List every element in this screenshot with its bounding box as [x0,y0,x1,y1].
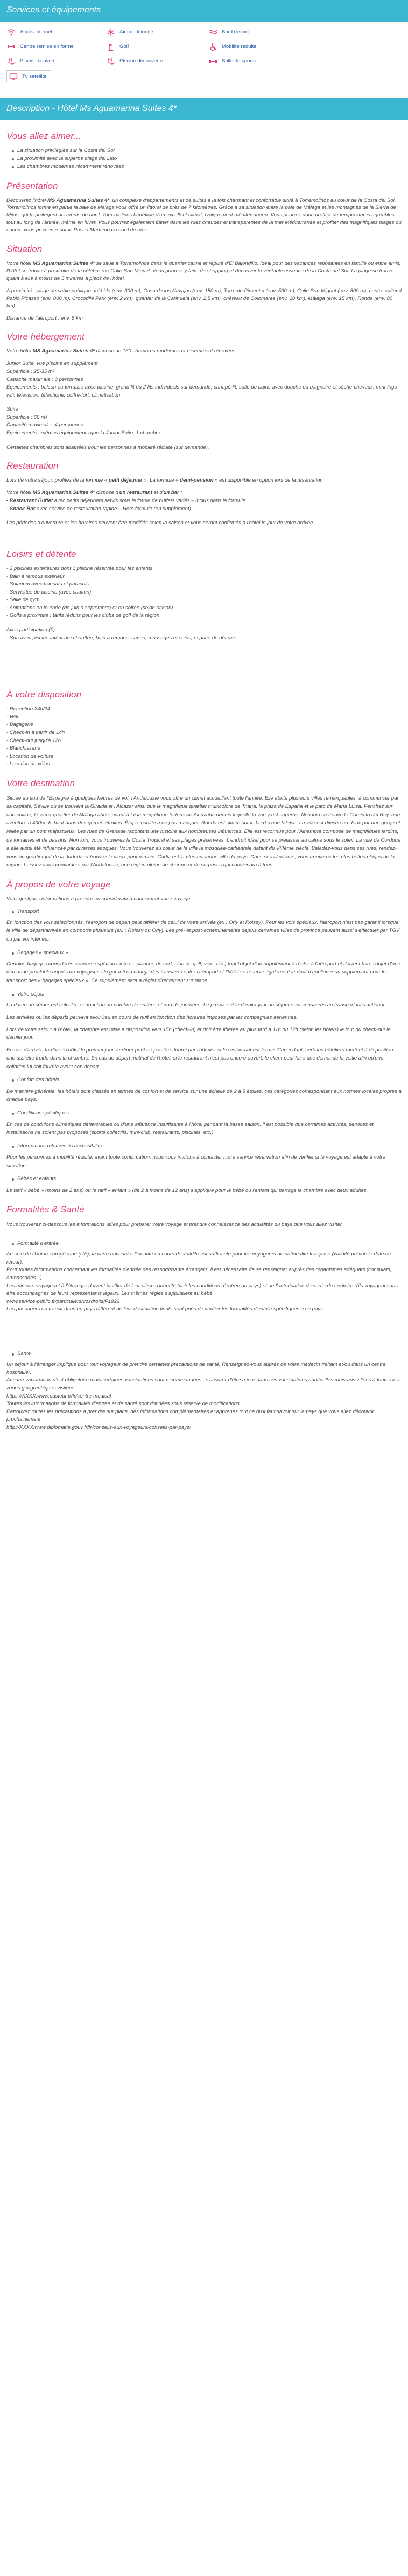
section-title-loisirs: Loisirs et détente [6,549,76,560]
service-item-boxed [6,70,51,82]
formalite-entree-label: Formalité d'entrée [17,1240,402,1247]
service-label: Piscine couverte [20,58,58,64]
service-item [208,56,305,66]
loisirs-paid: Avec participation (€) : - Spa avec piscine intérieure chauffée, bain à remous, sauna, massages et soins, espace de détente [6,627,237,641]
description-title: Description - Hôtel Ms Aguamarina Suites 4* [6,104,177,113]
service-label: Salle de sports [222,58,256,64]
snowflake-icon [106,27,116,37]
bagages-label: Bagages « spéciaux » [17,949,402,957]
section-title-restauration: Restauration [6,461,59,471]
dumbbell-icon [6,42,16,52]
list-item: La proximité avec la superbe plage del Lido [17,155,402,163]
sejour-label: Votre séjour [17,991,402,998]
service-label: Bord de mer [222,29,250,35]
section-title-presentation: Présentation [6,180,58,191]
section-title-situation: Situation [6,244,43,255]
destination-paragraph: Située au sud de l'Espagne à quelques heures de vol, l'Andalousie vous offre un climat accueillant toute l'année. Elle abrite plusieurs villes remarquables, à commencer par sa capitale, Séville où se trouvent la Giralda et l'Alcazar ainsi que le magnifique quartier multicolore de Triana, la plaza de España et le parc de María Luisa. Penchez sur une colline, le vieux quartier de Málaga abrite quant à lui la magnifique forteresse Alcazaba depuis laquelle la vue y est superbe. Non loin se trouve le Caminito del Rey, une aventure à 400m de haut dans des gorges étroites. Étape insolite à ne pas manquer, Ronda est située sur le bord d'une falaise. La ville est divisée en deux par une gorge et reliée par un pont majestueux. Les rues de Grenade racontent une histoire aux nombreuses influences. Elle est reconnue pour l'Alhambra composé de magnifiques jardins, de fontaines et de bassins. Non loin, vous trouverez la Costa Tropical et ses plages préservées. L'endroit idéal pour se prélasser au calme sous le soleil. La ville de Cordoue a elle aussi été influencée par diverses époques. Vous trouverez au cœur de la ville la mosquée-cathédrale datant du VIIIème siècle. Baladez-vous dans ses rues, rendez-vous au quartier juif de la Judería et trouvez le vieux pont romain. Cadiz est la plus ancienne ville du pays. Dans ses alentours, vous trouverez les plus belles plages de la région. Laissez-vous convaincre par l'Andalousie, une région pleine de charme et de surprises qui conviendra à tous. [6,795,401,869]
restauration-list: Votre hôtel MS Aguamarina Suites 4* dispose d'un restaurant et d'un bar : - Restaurant Buffet avec petits déjeuners servis sous la forme de buffets variés – inclus dans la formule - Snack-Bar avec service de restauration rapide – Hors formule (en supplément) [6,490,245,512]
list-item: La situation privilégiée sur la Costa del Sol [17,147,402,155]
services-title: Services et équipements [6,5,101,15]
service-label: Golf [119,44,129,50]
formalites-intro: Vous trouverez ci-dessous les informations utiles pour préparer votre voyage et prendre connaissance des actualités du pays que vous allez visiter. [6,1222,343,1228]
service-label: Centre remise en forme [20,44,74,50]
formalites-lines: Au sein de l'Union européenne (UE), la carte nationale d'identité en cours de validité est suffisante pour les voyageurs de nationalité française (validité prévue le date de retour). Pour toutes informations concernant les formalités d'entrée des ressortissants étrangers, il est nécessaire de se renseigner auprès des organismes adéquats (consulats, ambassades...). Les mineurs voyageant à l'étranger doivent justifier de leur pièce d'identité (voir les conditions d'entrée du pays) et de l'autorisation de sortie du territoire s'ils voyagent sans être accompagnés de leurs représentants légaux. Les mêmes règles s'appliquent au bébé. www.service-public.fr/particuliers/vosdroits/F1922 Les passagers en transit dans un pays différent de leur destination finale sont priés de vérifier les formalités d'entrée spécifiques à ce pays. [6,1251,398,1312]
sante-lines: Un séjour à l'étranger implique pour tout voyageur de prendre certaines précautions de santé. Renseignez-vous auprès de votre médecin traitant et/ou dans un centre hospitalier. Aucune vaccination n'est obligatoire mais certaines vaccinations sont recommandées ; s'assurer d'être à jour dans ses vaccinations habituelles mais aussi liées à toutes les zones géographiques visitées. https://XXXX.www.pasteur.fr/fr/centre-medical Toutes les informations de formalités d'entrée et de santé sont données sous réserve de modifications. Retrouvez toutes les précautions à prendre sur place, des informations complémentaires et apprenez tout ce qu'il faut savoir sur le pays que vous allez découvrir prochainement. http://XXXX.www.diplomatie.gouv.fr/fr/conseils-aux-voyageurs/conseils-par-pays/ [6,1361,399,1430]
hebergement-note: Certaines chambres sont adaptées pour les personnes à mobilité réduite (sur demande). [6,444,209,450]
dumbbell-icon [208,57,218,66]
service-label: Air conditionné [119,29,153,35]
wheelchair-icon [208,42,218,52]
section-title-formalites: Formalités & Santé [6,1204,85,1215]
confort-label: Confort des hôtels [17,1076,402,1084]
section-title-propos: À propos de votre voyage [6,879,111,890]
conditions-label: Conditions spécifiques [17,1110,402,1117]
service-item [6,56,106,66]
service-item [208,41,305,52]
section-title-disposition: À votre disposition [6,689,81,700]
tv-icon [9,72,18,81]
wifi-icon [6,27,16,37]
pool-icon [106,57,116,66]
description-body: Vous allez aimer... La situation privilégiée sur la Costa del Sol La proximité avec la superbe plage del Lido Les chambres modernes récemment rénovées Présentation Découvrez l'hôtel MS Aguamarina Suites 4*, un complexe d'appartements et de suites à la fois charmant et confortable situé à Torremolinos au cœur de la Costa del Sol. Torremolinos forme en partie la baie de Málaga vous offre un littoral de près de 7 kilomètres. Grâce à sa situation entre la baie de Málaga et les montagnes de la Sierra de Mijas, qui la protègent des vents du nord, Torremolinos bénéficie d'un excellent climat, typiquement méditerranéen. Vous pourrez donc profiter de températures agréables tout au long de l'année, même en hiver. Vous pourrez également flâner dans les rues chaudes et transparentes de la mer Méditerranée et profiter des magnifiques plages ou encore vous promener sur le Paseo Marítimo en bord de mer. Situation Votre hôtel MS Aguamarina Suites 4* se situe à Torremolinos dans le quartier calme et réputé d'El Bajondillo. Idéal pour des vacances reposantes en famille ou entre amis, l'hôtel se trouve à proximité de la célèbre rue Calle San Miguel. Vous pourrez y faire du shopping et découvrir la véritable essence de la Costa del Sol. La plage se trouve quant à elle à moins de 5 minutes à pieds de l'hôtel. A proximité : plage de sable publique del Lido (env. 300 m), Casa de los Navajas (env. 150 m), Torre de Pimentel (env. 500 m), Calle San Miguel (env. 800 m), centre culturel Pablo Picasso (env. 800 m), Crocodile Park (env. 2 km), quartier de la Carihuela (env. 2,5 km), château de Colomares (env. 10 km), Málaga (env. 15 km), Ronda (env. 80 km) Distance de l'aéroport : env. 8 km Votre hébergement Votre hôtel MS Aguamarina Suites 4* dispose de 130 chambres modernes et récemment rénovées. Junior Suite, vue piscine en supplément Superficie : 25-35 m² Capacité maximale : 3 personnes Équipements : balcon ou terrasse avec piscine, grand lit ou 2 lits individuels sur demande, canapé-lit, salle de bains avec douche ou baignoire et sèche-cheveux, mini-frigo wifi, télévision, téléphone, coffre-fort, climatisation Suite Superficie : 65 m² Capacité maximale : 4 personnes Équipements : mêmes équipements que la Junior Suite, 1 chambre Certaines chambres sont adaptées pour les personnes à mobilité réduite (sur demande). Restauration Lors de votre séjour, profitez de la formule « petit déjeuner ». La formule « demi-pension » est disponible en option lors de la réservation. Votre hôtel MS Aguamarina Suites 4* dispose d'un restaurant et d'un bar : - Restaurant Buffet avec petits déjeuners servis sous la forme de buffets variés – inclus dans la formule - Snack-Bar avec service de restauration rapide – Hors formule (en supplément) Les périodes d'ouverture et les horaires peuvent être modifiés selon la saison et vous seront confirmés à l'hôtel le jour de votre arrivée. Loisirs et détente - 2 piscines extérieures dont 1 piscine réservée pour les enfants - Bain à remous extérieur - Solarium avec transats et parasols - Serviettes de piscine (avec caution) - Salle de gym - Animations en journée (de juin à septembre) et en soirée (selon saison) - Golfs à proximité : tarifs réduits pour les clubs de golf de la région Avec participation (€) : - Spa avec piscine intérieure chauffée, bain à remous, sauna, massages et soins, espace de détente À votre disposition - Réception 24h/24 - Wifi - Bagagerie - Check-in à partir de 14h - Check-out jusqu'à 12h - Blanchisserie - Location de voiture - Location de vélos Votre destination Située au sud de l'Espagne à quelques heures de vol, l'Andalousie vous offre un climat accueillant toute l'année. Elle abrite plusieurs villes remarquables, à commencer par sa capitale, Séville où se trouvent la Giralda et l'Alcazar ainsi que le magnifique quartier multicolore de Triana, la plaza de España et le parc de María Luisa. Penchez sur une colline, le vieux quartier de Málaga abrite quant à lui la magnifique forteresse Alcazaba depuis laquelle la vue y est superbe. Non loin se trouve le Caminito del Rey, une aventure à 400m de haut dans des gorges étroites. Étape insolite à ne pas manquer, Ronda est située sur le bord d'une falaise. La ville est divisée en deux par une gorge et reliée par un pont majestueux. Les rues de Grenade racontent une histoire aux nombreuses influences. Elle est reconnue pour l'Alhambra composé de magnifiques jardins, de fontaines et de bassins. Non loin, vous trouverez la Costa Tropical et ses plages préservées. L'endroit idéal pour se prélasser au calme sous le soleil. La ville de Cordoue a elle aussi été influencée par diverses époques. Vous trouverez au cœur de la ville la mosquée-cathédrale datant du VIIIème siècle. Baladez-vous dans ses rues, rendez-vous au quartier juif de la Judería et trouvez le vieux pont romain. Cadiz est la plus ancienne ville du pays. Dans ses alentours, vous trouverez les plus belles plages de la région. Laissez-vous convaincre par l'Andalousie, une région pleine de charme et de surprises qui conviendra à tous. À propos de votre voyage Voici quelques informations à prendre en considération concernant votre voyage. Transport En fonction des vols sélectionnés, l'aéroport de départ peut différer de celui de votre arrivée (ex : Orly et Roissy). Pour les vols spéciaux, l'aéroport n'est pas garanti lorsque la ville de départ/arrivée en comporte plusieurs (ex. : Roissy ou Orly). Les pré- et post-acheminements depuis certaines villes de province peuvent aussi s'effectuer par TGV ou par vol intérieur. Bagages « spéciaux » Certains bagages considérés comme « spéciaux » (ex. : planche de surf, club de golf, vélo, etc.) font l'objet d'un supplément à régler à l'aéroport et doivent faire l'objet d'une demande préalable auprès du voyagiste. Un garanti en charge des transferts entre l'aéroport et l'hôtel se réserve également le droit d'appliquer un supplément pour le transport des « bagages spéciaux ». Ce supplément sera à régler directement sur place. Votre séjour La durée du séjour est calculée en fonction du nombre de nuitées et non de journées. Le premier et le dernier jour du séjour sont consacrés au transport international. Les arrivées ou les départs peuvent avoir lieu en cours de nuit en fonction des horaires imposés par les compagnies aériennes. Lors de votre séjour à l'hôtel, la chambre est mise à disposition vers 15h (check-in) et doit être libérée au plus tard à 11h ou 12h (selon les hôtels) le jour du check-out le dernier jour. En cas d'arrivée tardive à l'hôtel le premier jour, le dîner peut ne pas être fourni par l'hôtelier si le restaurant est fermé. Cependant, certains hôteliers mettent à disposition une assiette froide dans la chambre. En cas de départ matinal de l'hôtel, si le restaurant n'est pas encore ouvert, le client peut faire une demande la veille afin qu'une collation lui soit fournie avant son départ. Confort des hôtels De manière générale, les hôtels sont classés en termes de confort et de service sur une échelle de 2 à 5 étoiles, ces catégories correspondant aux normes locales propres à chaque pays. Conditions spécifiques En cas de conditions climatiques défavorables ou d'une affluence insuffisante à l'hôtel pendant la basse saison, il est possible que certaines activités, services et installations ne soient pas proposés (sports collectifs, mini-club, restaurants, piscines, etc.). Informations relatives à l'accessibilité Pour les personnes à mobilité réduite, avant toute confirmation, nous vous invitons à contacter notre service réservation afin de vérifier si le voyage est adapté à votre situation. Bébés et enfants Le tarif « bébé » (moins de 2 ans) ou le tarif « enfant » (de 2 à moins de 12 ans) s'applique pour le bébé ou l'enfant qui partage la chambre avec deux adultes. Formalités & Santé Vous trouverez ci-dessous les informations utiles pour préparer votre voyage et prendre connaissance des actualités du pays que vous allez visiter. Formalité d'entrée Au sein de l'Union européenne (UE), la carte nationale d'identité en cours de validité est suffisante pour les voyageurs de nationalité française (validité prévue le date de retour). Pour toutes informations concernant les formalités d'entrée des ressortissants étrangers, il est nécessaire de se renseigner auprès des organismes adéquats (consulats, ambassades...). Les mineurs voyageant à l'étranger doivent justifier de leur pièce d'identité (voir les conditions d'entrée du pays) et de l'autorisation de sortie du territoire s'ils voyagent sans être accompagnés de leurs représentants légaux. Les mêmes règles s'appliquent au bébé. www.service-public.fr/particuliers/vosdroits/F1922 Les passagers en transit dans un pays différent de leur destination finale sont priés de vérifier les formalités d'entrée spécifiques à ce pays. Santé Un séjour à l'étranger implique pour tout voyageur de prendre certaines précautions de santé. Renseignez-vous auprès de votre médecin traitant et/ou dans un centre hospitalier. Aucune vaccination n'est obligatoire mais certaines vaccinations sont recommandées ; s'assurer d'être à jour dans ses vaccinations habituelles mais aussi liées à toutes les zones géographiques visitées. https://XXXX.www.pasteur.fr/fr/centre-medical Toutes les informations de formalités d'entrée et de santé sont données sous réserve de modifications. Retrouvez toutes les précautions à prendre sur place, des informations complémentaires et apprenez tout ce qu'il faut savoir sur le pays que vous allez découvrir prochainement. http://XXXX.www.diplomatie.gouv.fr/fr/conseils-aux-voyageurs/conseils-par-pays/ [0,120,408,1432]
section-title-vous-allez-aimer: Vous allez aimer... [6,131,81,141]
service-item [6,41,106,52]
services-header [0,0,408,22]
situation-nearby: A proximité : plage de sable publique del Lido (env. 300 m), Casa de los Navajas (env. 150 m), Torre de Pimentel (env. 500 m), Calle San Miguel (env. 800 m), centre culturel Pablo Picasso (env. 800 m), Crocodile Park (env. 2 km), quartier de la Carihuela (env. 2,5 km), château de Colomares (env. 10 km), Málaga (env. 15 km), Ronda (env. 80 km) [6,287,402,309]
transport-label: Transport [17,908,402,915]
waves-icon [208,27,218,37]
list-item: Les chambres modernes récemment rénovées [17,163,402,171]
junior-suite-block: Junior Suite, vue piscine en supplément Superficie : 25-35 m² Capacité maximale : 3 personnes Équipements : balcon ou terrasse avec piscine, grand lit ou 2 lits individuels sur demande, canapé-lit, salle de bains avec douche ou baignoire et sèche-cheveux, mini-frigo wifi, télévision, téléphone, coffre-fort, climatisation [6,361,397,398]
presentation-paragraph: Découvrez l'hôtel MS Aguamarina Suites 4*, un complexe d'appartements et de suites à la fois charmant et confortable situé à Torremolinos au cœur de la Costa del Sol. Torremolinos forme en partie la baie de Málaga vous offre un littoral de près de 7 kilomètres. Grâce à sa situation entre la baie de Málaga et les montagnes de la Sierra de Mijas, qui la protègent des vents du nord, Torremolinos bénéficie d'un excellent climat, typiquement méditerranéen. Vous pourrez donc profiter de températures agréables tout au long de l'année, même en hiver. Vous pourrez également flâner dans les rues chaudes et transparentes de la mer Méditerranée et profiter des magnifiques plages ou encore vous promener sur le Paseo Marítimo en bord de mer. [6,197,402,234]
disposition-list: - Réception 24h/24 - Wifi - Bagagerie - Check-in à partir de 14h - Check-out jusqu'à 12h - Blanchisserie - Location de voiture - Location de vélos [6,706,65,767]
services-grid [6,27,403,82]
section-title-hebergement: Votre hébergement [6,331,85,342]
restauration-note: Les périodes d'ouverture et les horaires peuvent être modifiés selon la saison et vous seront confirmés à l'hôtel le jour de votre arrivée. [6,520,315,526]
service-label: Tv satellite [22,73,47,80]
service-item [106,41,208,52]
restauration-formula: Lors de votre séjour, profitez de la formule « petit déjeuner ». La formule « demi-pension » est disponible en option lors de la réservation. [6,477,325,484]
services-section [0,22,408,86]
golf-flag-icon [106,42,116,52]
pool-icon [6,57,16,66]
service-item [106,56,208,66]
situation-airport: Distance de l'aéroport : env. 8 km [6,315,83,321]
sante-label: Santé [17,1350,402,1358]
loisirs-list: - 2 piscines extérieures dont 1 piscine réservée pour les enfants - Bain à remous extérieur - Solarium avec transats et parasols - Serviettes de piscine (avec caution) - Salle de gym - Animations en journée (de juin à septembre) et en soirée (selon saison) - Golfs à proximité : tarifs réduits pour les clubs de golf de la région [6,566,173,619]
service-label: Accès internet [20,29,53,35]
suite-block: Suite Superficie : 65 m² Capacité maximale : 4 personnes Équipements : mêmes équipements que la Junior Suite, 1 chambre [6,406,160,436]
service-item [208,27,305,37]
service-item [106,27,208,37]
bebes-label: Bébés et enfants [17,1175,402,1183]
section-title-destination: Votre destination [6,778,75,788]
situation-paragraph: Votre hôtel MS Aguamarina Suites 4* se situe à Torremolinos dans le quartier calme et réputé d'El Bajondillo. Idéal pour des vacances reposantes en famille ou entre amis, l'hôtel se trouve à proximité de la célèbre rue Calle San Miguel. Vous pourrez y faire du shopping et découvrir la véritable essence de la Costa del Sol. La plage se trouve quant à elle à moins de 5 minutes à pieds de l'hôtel. [6,260,401,281]
service-label: Mobilité réduite [222,44,257,50]
propos-intro: Voici quelques informations à prendre en considération concernant votre voyage. [6,895,192,902]
service-item [6,27,106,37]
service-label: Piscine découverte [119,58,163,64]
highlights-list [6,147,402,171]
hebergement-intro: Votre hôtel MS Aguamarina Suites 4* dispose de 130 chambres modernes et récemment rénovées. [6,348,237,355]
accessibilite-label: Informations relatives à l'accessibilité [17,1142,402,1150]
description-header [0,98,408,120]
